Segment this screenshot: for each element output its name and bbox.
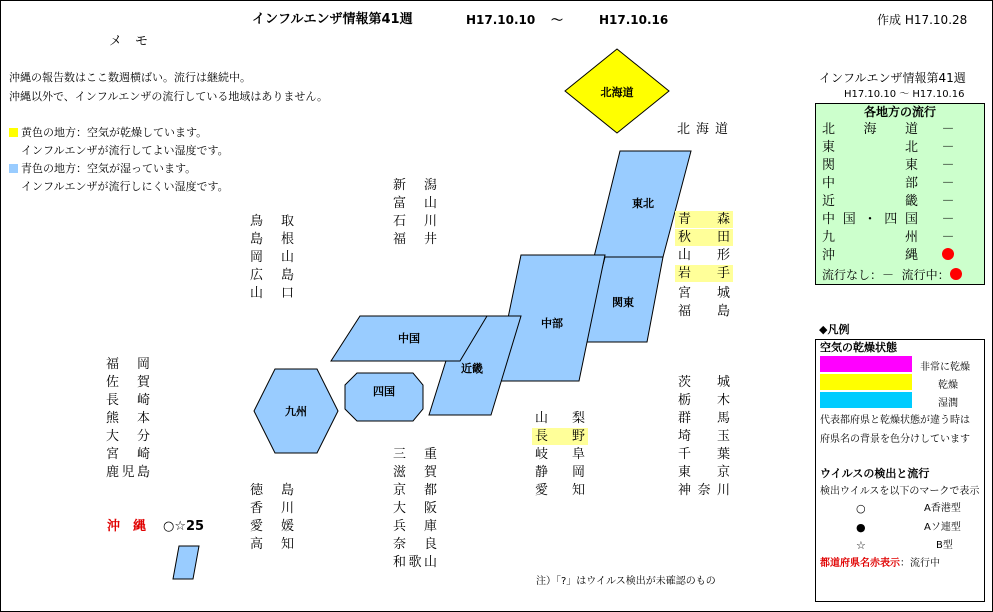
pref-fukui: 福 井 [393, 232, 437, 247]
virus-note: 注）「?」はウイルス検出が未確認のもの [536, 576, 716, 587]
region-label-tohoku: 東北 [632, 197, 654, 210]
pref-nara: 奈 良 [393, 537, 437, 552]
panel-dates: H17.10.10 ～ H17.10.16 [844, 89, 965, 100]
region-status-table [815, 103, 985, 285]
region-row [816, 229, 984, 247]
pref-mie: 三 重 [393, 447, 437, 462]
pref-fukushima: 福 島 [678, 304, 730, 319]
report-title: インフルエンザ情報第41週 [252, 12, 413, 27]
label-a-hongkong: A香港型 [924, 503, 961, 514]
pref-toyama: 富 山 [393, 196, 437, 211]
region-label-kinki: 近畿 [461, 362, 483, 375]
region-row-name: 中 国 ・ 四 国 [822, 212, 918, 227]
pref-okinawa: 沖 縄 [107, 519, 147, 534]
pref-fukuoka: 福 岡 [106, 357, 150, 372]
panel-title: インフルエンザ情報第41週 [819, 71, 966, 85]
pref-aichi: 愛 知 [535, 483, 585, 498]
region-okinawa[interactable] [173, 546, 199, 579]
memo-yellow-1: 黄色の地方：空気が乾燥しています。 [9, 126, 207, 139]
legend-dry: 乾燥 [820, 374, 980, 390]
pref-nagasaki: 長 崎 [106, 393, 150, 408]
region-label-kyushu: 九州 [285, 405, 307, 418]
legend-very-dry: 非常に乾燥 [820, 356, 980, 372]
pref-kagoshima: 鹿 児 島 [106, 465, 150, 480]
region-row [816, 157, 984, 175]
yellow-swatch [820, 374, 912, 390]
region-row-name: 関 東 [822, 158, 918, 173]
mark-a-soviet: ● [856, 521, 866, 534]
pref-gifu: 岐 阜 [535, 447, 585, 462]
pref-niigata: 新 潟 [393, 178, 437, 193]
pref-yamagata: 山 形 [678, 248, 730, 263]
memo-blue-1: 青色の地方：空気が湿っています。 [9, 162, 196, 175]
pref-ehime: 愛 媛 [250, 519, 294, 534]
label-b: B型 [936, 540, 953, 551]
pref-kagawa: 香 川 [250, 501, 294, 516]
region-row-name: 中 部 [822, 176, 918, 191]
pref-shiga: 滋 賀 [393, 465, 437, 480]
pref-gunma: 群 馬 [678, 411, 730, 426]
okinawa-virus-marks: ○☆25 [163, 519, 205, 534]
pref-chiba: 千 葉 [678, 447, 730, 462]
dryness-title: 空気の乾燥状態 [820, 341, 897, 354]
memo-line-2: 沖縄以外で、インフルエンザの流行している地域はありません。 [9, 90, 328, 103]
pref-hokkaido: 北海道 [677, 122, 735, 137]
region-row-status: － [941, 122, 955, 137]
status-legend: 流行なし：－ 流行中： [822, 268, 962, 282]
legend-box [815, 339, 985, 602]
pref-miyagi: 宮 城 [678, 286, 730, 301]
region-row-name: 九 州 [822, 230, 918, 245]
region-row-name: 東 北 [822, 140, 918, 155]
date-tilde: ～ [551, 13, 564, 27]
region-row [816, 211, 984, 229]
pref-shizuoka: 静 岡 [535, 465, 585, 480]
memo-line-1: 沖縄の報告数はここ数週横ばい。流行は継続中。 [9, 71, 251, 84]
pref-kyoto: 京 都 [393, 483, 437, 498]
date-to: H17.10.16 [599, 13, 669, 27]
virus-subtitle: 検出ウイルスを以下のマークで表示 [820, 486, 980, 497]
active-dot-icon [950, 268, 962, 280]
region-row-status: － [941, 212, 955, 227]
pref-tokyo: 東 京 [678, 465, 730, 480]
created-date: 作成 H17.10.28 [877, 13, 968, 27]
region-row-name: 北 海 道 [822, 122, 918, 137]
red-name-legend: 都道府県名赤表示：流行中 [820, 558, 940, 569]
region-row-status: － [941, 158, 955, 173]
region-row-status: － [941, 140, 955, 155]
region-row [816, 139, 984, 157]
region-row-status: － [941, 194, 955, 209]
active-dot-icon [942, 248, 954, 260]
pref-saga: 佐 賀 [106, 375, 150, 390]
date-from: H17.10.10 [466, 13, 536, 27]
pref-oita: 大 分 [106, 429, 150, 444]
pref-hiroshima: 広 島 [250, 268, 294, 283]
pref-nagano: 長 野 [532, 428, 588, 445]
region-row-status: － [941, 230, 955, 245]
pref-osaka: 大 阪 [393, 501, 437, 516]
label-a-soviet: Aソ連型 [924, 522, 961, 533]
pref-iwate: 岩 手 [675, 265, 733, 282]
pref-yamaguchi: 山 口 [250, 286, 294, 301]
mark-a-hongkong: ○ [856, 502, 866, 515]
pref-wakayama: 和 歌 山 [393, 555, 437, 570]
region-row-name: 沖 縄 [822, 248, 918, 263]
pref-hyogo: 兵 庫 [393, 519, 437, 534]
region-label-chugoku: 中国 [398, 332, 420, 345]
memo-yellow-2: インフルエンザが流行してよい湿度です。 [21, 144, 229, 157]
pref-saitama: 埼 玉 [678, 429, 730, 444]
region-row-status: － [941, 176, 955, 191]
region-label-shikoku: 四国 [373, 385, 395, 398]
region-row [816, 193, 984, 211]
region-row [816, 175, 984, 193]
region-row [816, 121, 984, 139]
pref-kochi: 高 知 [250, 537, 294, 552]
legend-heading: ◆凡例 [819, 323, 850, 336]
pref-kumamoto: 熊 本 [106, 411, 150, 426]
legend-humid: 湿潤 [820, 392, 980, 408]
mark-b: ☆ [856, 539, 866, 552]
pref-aomori: 青 森 [675, 211, 733, 228]
pref-yamanashi: 山 梨 [535, 411, 585, 426]
pref-kanagawa: 神 奈 川 [678, 483, 730, 498]
pref-tokushima: 徳 島 [250, 483, 294, 498]
legend-note-1: 代表都府県と乾燥状態が違う時は [820, 415, 970, 426]
region-label-chubu: 中部 [541, 317, 563, 330]
region-row [816, 247, 984, 265]
pref-ibaraki: 茨 城 [678, 375, 730, 390]
region-label-kanto: 関東 [612, 296, 634, 309]
pref-okayama: 岡 山 [250, 250, 294, 265]
pref-ishikawa: 石 川 [393, 214, 437, 229]
memo-label: メ モ [109, 34, 149, 49]
region-row-name: 近 畿 [822, 194, 918, 209]
pref-akita: 秋 田 [675, 229, 733, 246]
legend-note-2: 府県名の背景を色分けしています [820, 434, 970, 445]
pref-shimane: 島 根 [250, 232, 294, 247]
cyan-swatch [820, 392, 912, 408]
memo-blue-2: インフルエンザが流行しにくい湿度です。 [21, 180, 229, 193]
pref-miyazaki: 宮 崎 [106, 447, 150, 462]
region-label-hokkaido: 北海道 [600, 86, 634, 99]
pref-tochigi: 栃 木 [678, 393, 730, 408]
virus-title: ウイルスの検出と流行 [820, 467, 930, 480]
region-row-status [938, 247, 958, 265]
magenta-swatch [820, 356, 912, 372]
pref-tottori: 鳥 取 [250, 214, 294, 229]
region-table-header: 各地方の流行 [863, 105, 936, 119]
